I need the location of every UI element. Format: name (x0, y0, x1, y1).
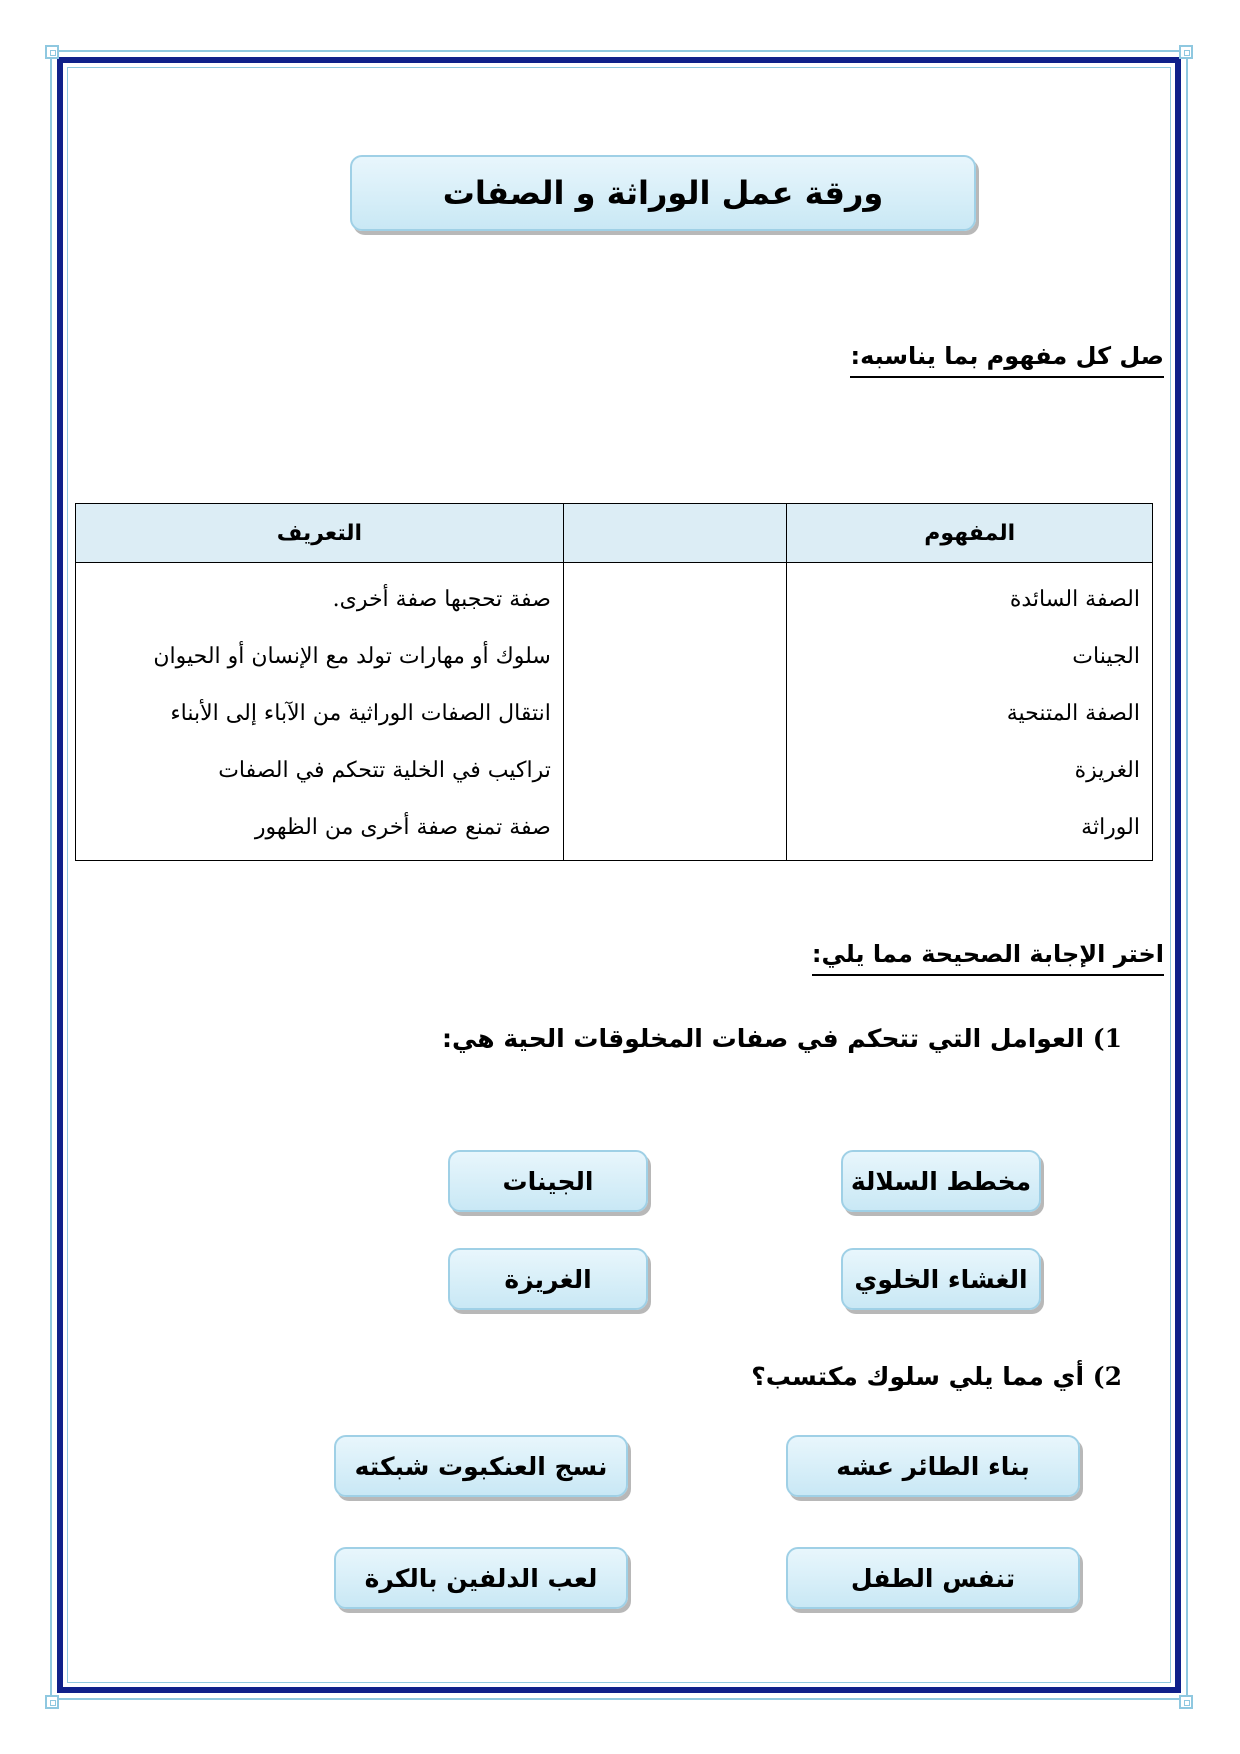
concept-item: الصفة السائدة (1009, 587, 1140, 612)
answer-option[interactable]: مخطط السلالة (841, 1150, 1041, 1212)
concept-item: الغريزة (1074, 758, 1140, 783)
answer-option[interactable]: تنفس الطفل (786, 1547, 1080, 1609)
concept-cell (787, 563, 1153, 861)
question-text: أي مما يلي سلوك مكتسب؟ (751, 1362, 1085, 1391)
answer-option[interactable]: الغشاء الخلوي (841, 1248, 1041, 1310)
matching-answer-cell[interactable] (563, 563, 787, 861)
multiple-choice-section-heading: اختر الإجابة الصحيحة مما يلي: (812, 940, 1164, 976)
definition-item: صفة تحجبها صفة أخرى. (332, 587, 551, 612)
corner-ornament (1179, 1695, 1193, 1709)
answer-option[interactable]: بناء الطائر عشه (786, 1435, 1080, 1497)
concept-column-header: المفهوم (787, 504, 1153, 563)
matching-table (75, 503, 1153, 861)
answer-option[interactable]: الغريزة (448, 1248, 648, 1310)
definition-column-header: التعريف (76, 504, 564, 563)
question-2 (751, 1362, 1122, 1391)
matching-column-header (563, 504, 787, 563)
answer-option[interactable]: نسج العنكبوت شبكته (334, 1435, 628, 1497)
definition-item: انتقال الصفات الوراثية من الآباء إلى الأبناء (170, 701, 551, 726)
concept-item: الوراثة (1081, 815, 1140, 840)
definition-cell (76, 563, 564, 861)
question-text: العوامل التي تتحكم في صفات المخلوقات الحية هي: (442, 1024, 1085, 1053)
matching-section-heading: صل كل مفهوم بما يناسبه: (850, 342, 1164, 378)
corner-ornament (1179, 45, 1193, 59)
question-number: 2) (1092, 1362, 1122, 1391)
answer-option[interactable]: لعب الدلفين بالكرة (334, 1547, 628, 1609)
definition-item: تراكيب في الخلية تتحكم في الصفات (218, 758, 551, 783)
question-number: 1) (1092, 1024, 1122, 1053)
answer-option[interactable]: الجينات (448, 1150, 648, 1212)
definition-item: سلوك أو مهارات تولد مع الإنسان أو الحيوان (153, 644, 551, 669)
worksheet-title: ورقة عمل الوراثة و الصفات (350, 155, 976, 231)
concept-item: الصفة المتنحية (1006, 701, 1140, 726)
definition-item: صفة تمنع صفة أخرى من الظهور (254, 815, 551, 840)
question-1 (442, 1024, 1122, 1053)
concept-item: الجينات (1072, 644, 1140, 669)
table-row (76, 563, 1153, 861)
table-header-row (76, 504, 1153, 563)
corner-ornament (45, 1695, 59, 1709)
corner-ornament (45, 45, 59, 59)
